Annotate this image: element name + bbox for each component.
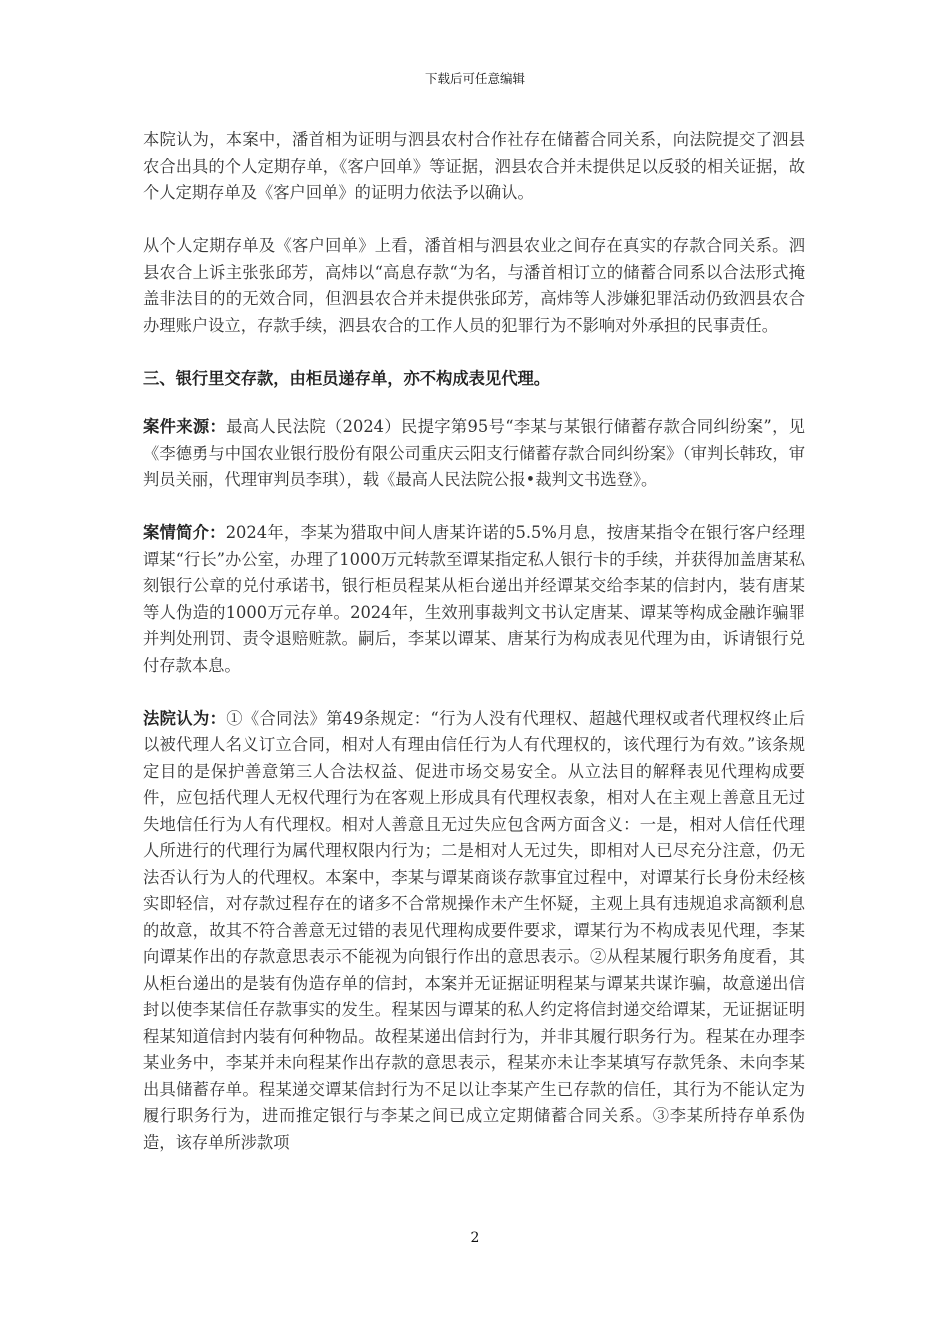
paragraph-case-summary xyxy=(143,520,805,679)
case-summary-text: 2024年，李某为猎取中间人唐某许诺的5.5%月息，按唐某指令在银行客户经理谭某“行长”办公室，办理了1000万元转款至谭某指定私人银行卡的手续，并获得加盖唐某私刻银行公章的兑付承诺书，银行柜员程某从柜台递出并经谭某交给李某的信封内，装有唐某等人伪造的1000万元存单。2024年，生效刑事裁判文书认定唐某、谭某等构成金融诈骗罪并判处刑罚、责令退赔赃款。嗣后，李某以谭某、唐某行为构成表见代理为由，诉请银行兑付存款本息。 xyxy=(143,523,805,675)
section-heading-3: 三、银行里交存款，由柜员递存单，亦不构成表见代理。 xyxy=(143,368,551,388)
paragraph-court-holding xyxy=(143,706,805,1157)
paragraph-court-opinion-2: 从个人定期存单及《客户回单》上看，潘首相与泗县农业之间存在真实的存款合同关系。泗县农合上诉主张张邱芳，高炜以“高息存款“为名，与潘首相订立的储蓄合同系以合法形式掩盖非法目的的无效合同，但泗县农合并未提供张邱芳，高炜等人涉嫌犯罪活动仍致泗县农合办理账户设立，存款手续，泗县农合的工作人员的犯罪行为不影响对外承担的民事责任。 xyxy=(143,236,805,335)
paragraph-court-opinion-1: 本院认为，本案中，潘首相为证明与泗县农村合作社存在储蓄合同关系，向法院提交了泗县农合出具的个人定期存单，《客户回单》等证据，泗县农合并未提供足以反驳的相关证据，故个人定期存单及《客户回单》的证明力依法予以确认。 xyxy=(143,130,805,202)
case-source-text: 最高人民法院（2024）民提字第95号“李某与某银行储蓄存款合同纠纷案”，见《李德勇与中国农业银行股份有限公司重庆云阳支行储蓄存款合同纠纷案》（审判长韩玫，审判员关丽，代理审判员李琪），载《最高人民法院公报•裁判文书选登》。 xyxy=(143,417,805,489)
page-number: 2 xyxy=(470,1230,480,1246)
header-note: 下载后可任意编辑 xyxy=(424,71,525,86)
document-body xyxy=(143,127,805,1156)
case-source-label: 案件来源： xyxy=(143,417,227,436)
court-holding-text: ①《合同法》第49条规定：“行为人没有代理权、超越代理权或者代理权终止后以被代理人名义订立合同，相对人有理由信任行为人有代理权的，该代理行为有效。”该条规定目的是保护善意第三人合法权益、促进市场交易安全。从立法目的解释表见代理构成要件，应包括代理人无权代理行为在客观上形成具有代理权表象，相对人在主观上善意且无过失地信任行为人有代理权。相对人善意且无过失应包含两方面含义：一是，相对人信任代理人所进行的代理行为属代理权限内行为；二是相对人无过失，即相对人已尽充分注意，仍无法否认行为人的代理权。本案中，李某与谭某商谈存款事宜过程中，对谭某行长身份未经核实即轻信，对存款过程存在的诸多不合常规操作未产生怀疑，主观上具有违规追求高额利息的故意，故其不符合善意无过错的表见代理构成要件要求，谭某行为不构成表见代理，李某向谭某作出的存款意思表示不能视为向银行作出的意思表示。②从程某履行职务角度看，其从柜台递出的是装有伪造存单的信封，本案并无证据证明程某与谭某共谋诈骗，故意递出信封以使李某信任存款事实的发生。程某因与谭某的私人约定将信封递交给谭某，无证据证明程某知道信封内装有何种物品。故程某递出信封行为，并非其履行职务行为。程某在办理李某业务中，李某并未向程某作出存款的意思表示，程某亦未让李某填写存款凭条、未向李某出具储蓄存单。程某递交谭某信封行为不足以让李某产生已存款的信任，其行为不能认定为履行职务行为，进而推定银行与李某之间已成立定期储蓄合同关系。③李某所持存单系伪造，该存单所涉款项 xyxy=(143,708,805,1152)
paragraph-case-source xyxy=(143,414,805,494)
court-holding-label: 法院认为： xyxy=(143,708,227,728)
case-summary-label: 案情简介： xyxy=(143,523,226,542)
